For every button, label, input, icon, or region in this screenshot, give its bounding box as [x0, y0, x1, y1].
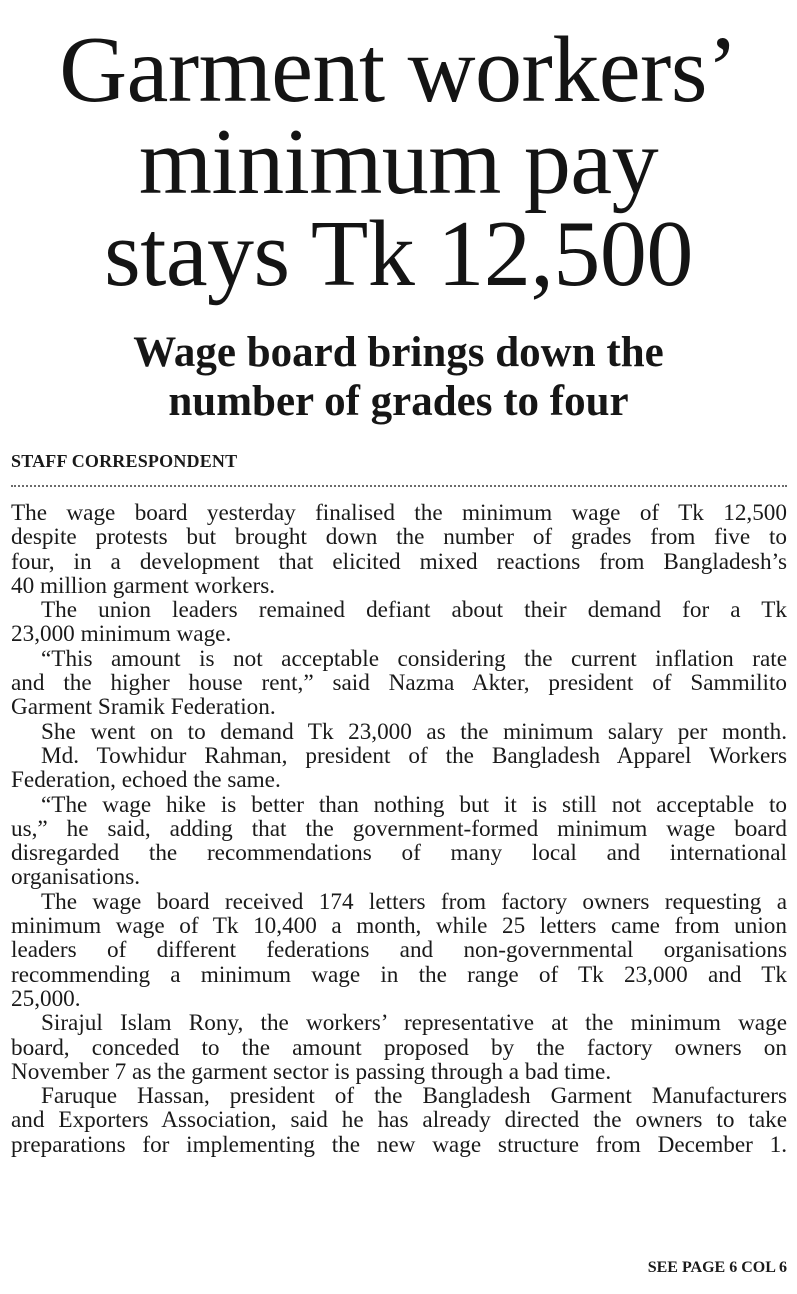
text-line: and Exporters Association, said he has already directed the owners to take	[11, 1107, 787, 1134]
text-line: preparations for implementing the new wage structure from December 1.	[11, 1131, 787, 1158]
text-line: Garment Sramik Federation.	[11, 694, 276, 721]
paragraph	[11, 744, 787, 793]
byline: STAFF CORRESPONDENT	[11, 451, 238, 471]
subheadline-line: Wage board brings down the	[133, 329, 664, 376]
text-line: and the higher house rent,” said Nazma Akter, president of Sammilito	[11, 670, 787, 697]
article-body	[11, 501, 787, 1157]
text-line: board, conceded to the amount proposed by the factory owners on	[11, 1034, 787, 1061]
text-line: recommending a minimum wage in the range of Tk 23,000 and Tk	[11, 961, 787, 988]
dotted-divider	[11, 485, 787, 487]
subheadline	[0, 328, 797, 426]
headline-line: stays Tk 12,500	[104, 202, 693, 306]
text-line: disregarded the recommendations of many local and international	[11, 840, 787, 867]
text-line: Faruque Hassan, president of the Bangladesh Garment Manufacturers	[41, 1083, 787, 1110]
paragraph	[11, 1011, 787, 1084]
text-line: organisations.	[11, 864, 141, 891]
text-line: 23,000 minimum wage.	[11, 621, 232, 648]
paragraph	[11, 598, 787, 647]
text-line: “This amount is not acceptable considering the current inflation rate	[41, 645, 787, 672]
headline-line: Garment workers’	[59, 18, 738, 122]
paragraph	[11, 793, 787, 890]
paragraph	[11, 890, 787, 1011]
headline-line: minimum pay	[138, 110, 659, 214]
text-line: despite protests but brought down the number of grades from five to	[11, 524, 787, 551]
text-line: leaders of different federations and non-governmental organisations	[11, 937, 787, 964]
text-line: Federation, echoed the same.	[11, 767, 281, 794]
text-line: The wage board received 174 letters from factory owners requesting a	[41, 888, 787, 915]
text-line: The union leaders remained defiant about their demand for a Tk	[41, 597, 787, 624]
text-line: Sirajul Islam Rony, the workers’ representative at the minimum wage	[41, 1010, 787, 1037]
headline	[0, 18, 797, 306]
text-line: November 7 as the garment sector is passing through a bad time.	[11, 1058, 612, 1085]
paragraph	[11, 647, 787, 720]
text-line: minimum wage of Tk 10,400 a month, while 25 letters came from union	[11, 913, 787, 940]
text-line: She went on to demand Tk 23,000 as the minimum salary per month.	[41, 718, 787, 745]
text-line: Md. Towhidur Rahman, president of the Bangladesh Apparel Workers	[41, 742, 787, 769]
paragraph	[11, 501, 787, 598]
continuation-note: SEE PAGE 6 COL 6	[647, 1259, 787, 1276]
subheadline-line: number of grades to four	[168, 378, 629, 425]
text-line: 25,000.	[11, 985, 81, 1012]
text-line: four, in a development that elicited mixed reactions from Bangladesh’s	[11, 548, 787, 575]
text-line: The wage board yesterday finalised the minimum wage of Tk 12,500	[11, 500, 787, 526]
text-line: us,” he said, adding that the government-formed minimum wage board	[11, 815, 787, 842]
text-line: 40 million garment workers.	[11, 572, 276, 599]
paragraph	[11, 1084, 787, 1157]
text-line: “The wage hike is better than nothing but it is still not acceptable to	[41, 791, 787, 818]
paragraph	[11, 720, 787, 744]
